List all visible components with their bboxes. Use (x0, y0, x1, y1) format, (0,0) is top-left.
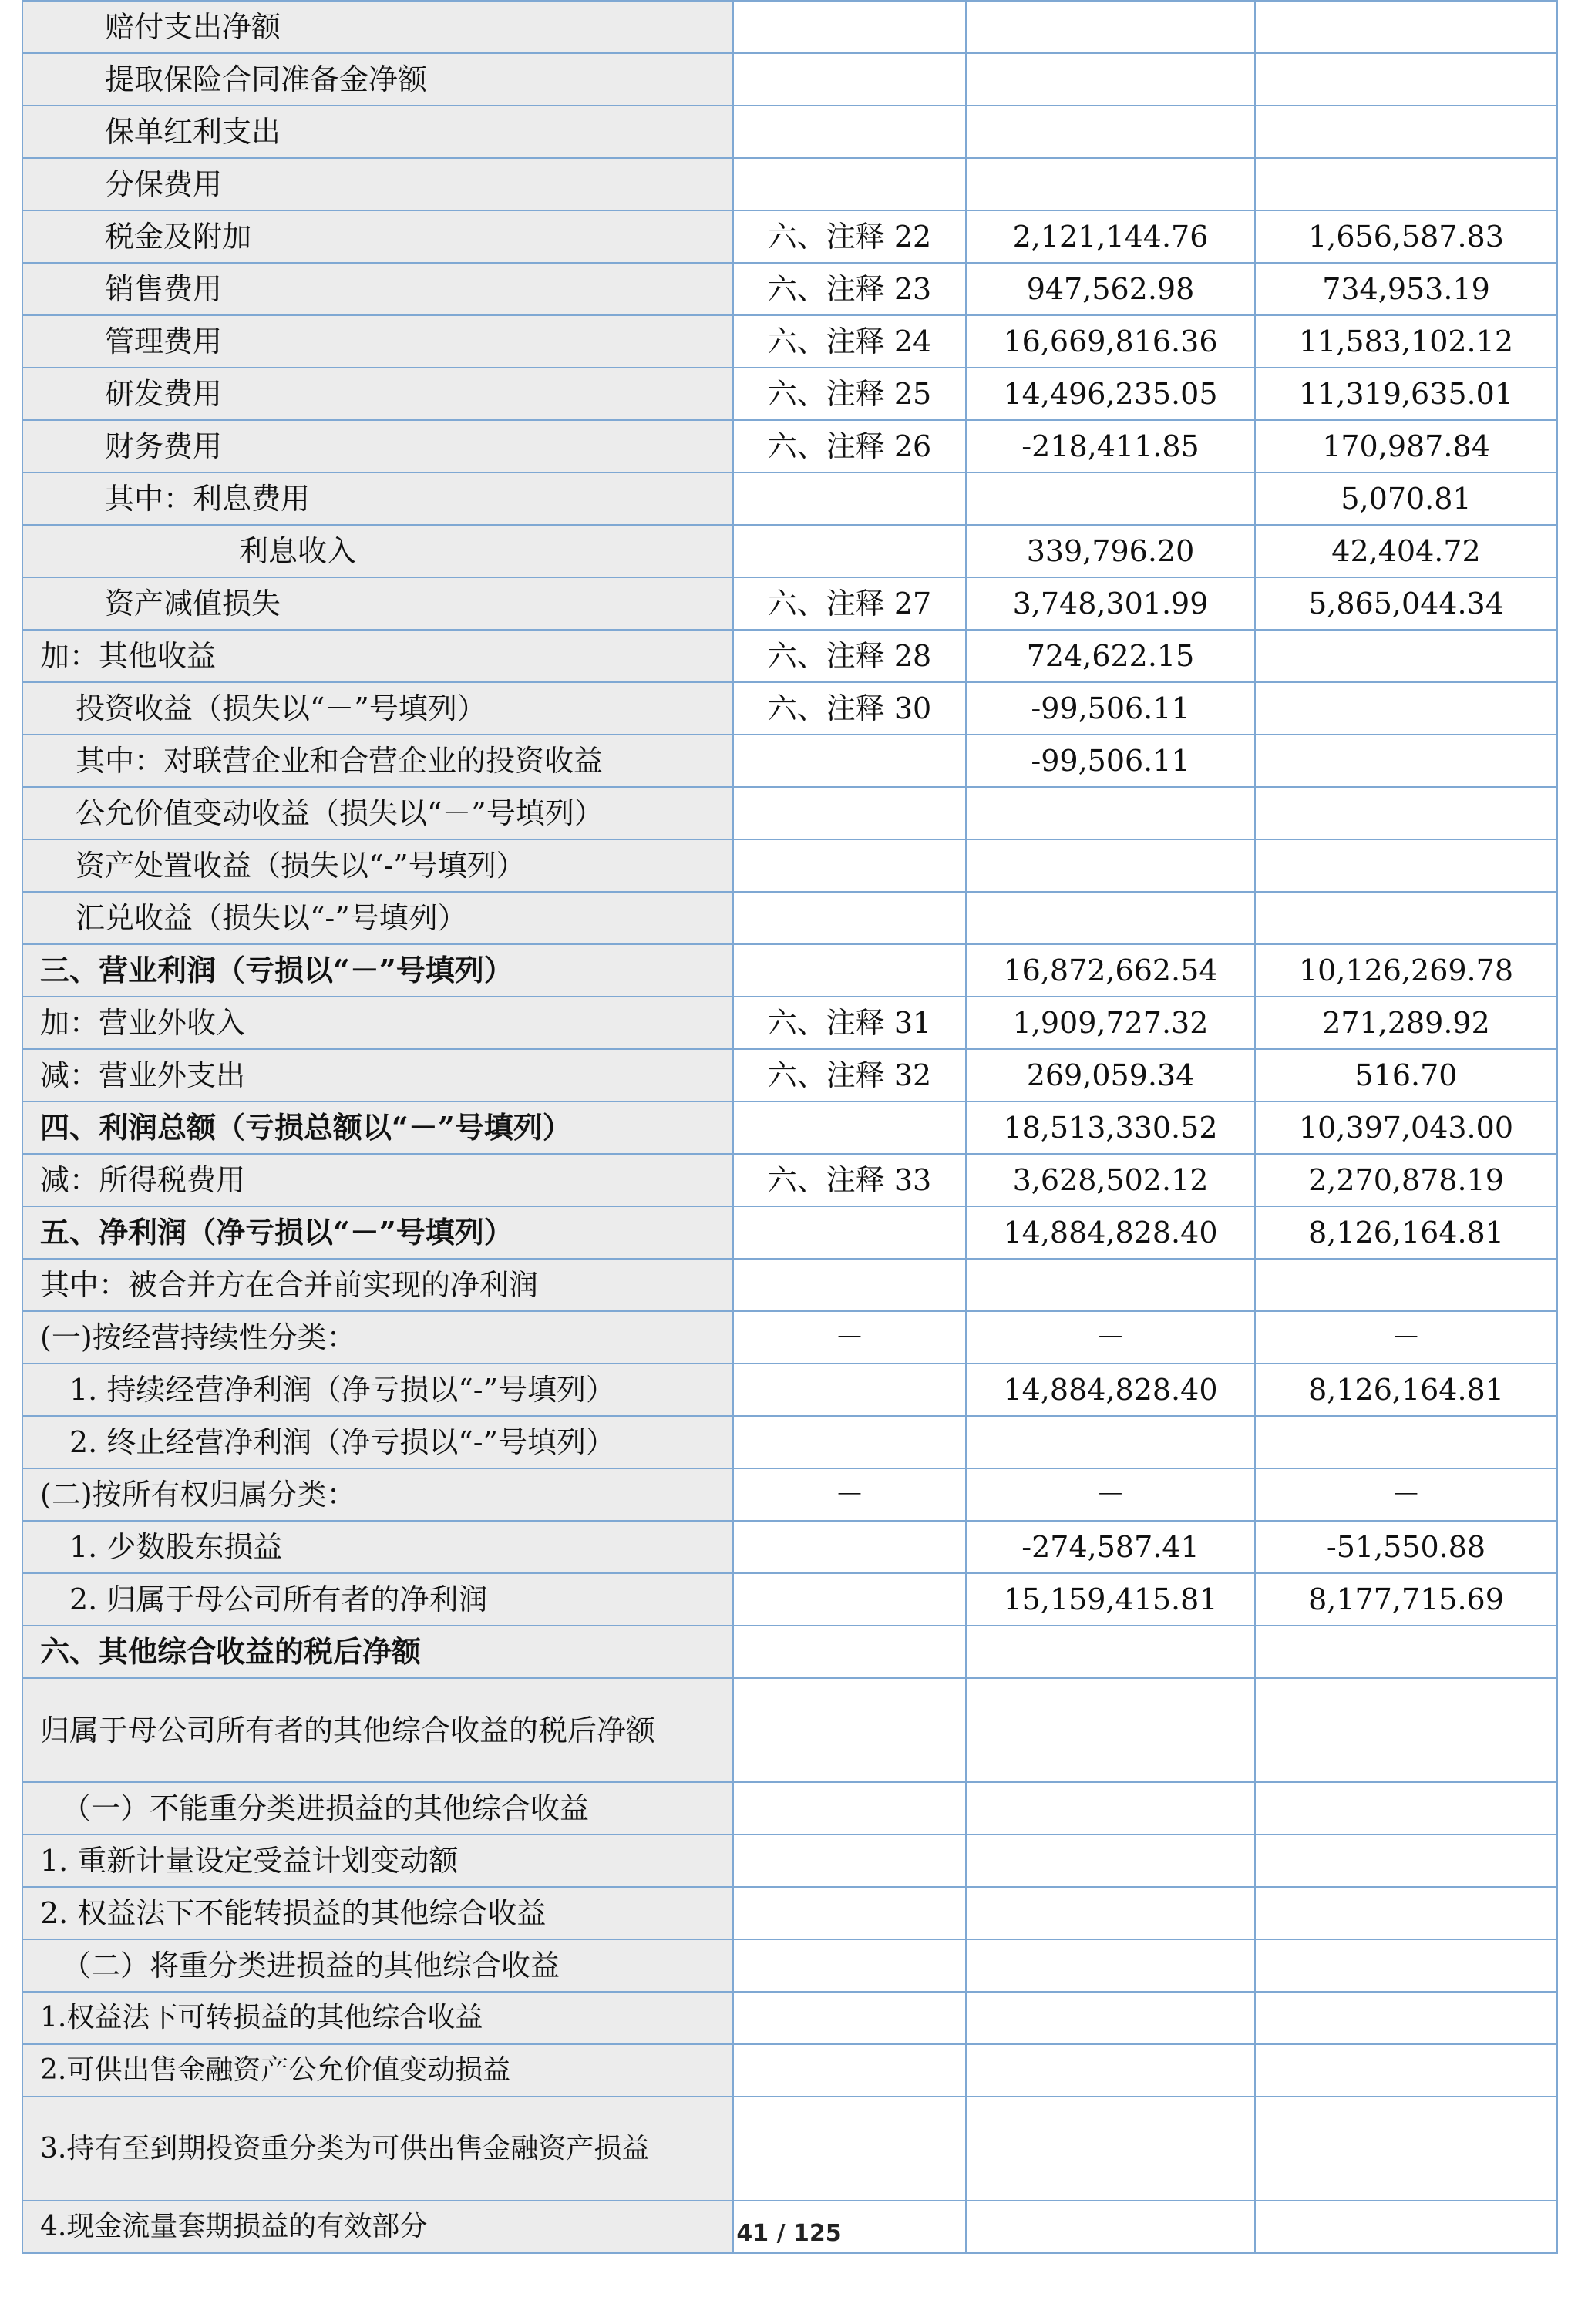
row-current-amount (966, 787, 1255, 839)
row-current-amount (966, 1049, 1255, 1101)
table-row (22, 1835, 1557, 1887)
row-note-text: 六、注释 23 (767, 272, 932, 306)
table-row (22, 1992, 1557, 2044)
row-label (22, 839, 733, 892)
row-prior-amount (1255, 1626, 1557, 1678)
table-row (22, 1311, 1557, 1364)
row-label-text: 汇兑收益（损失以“-”号填列） (76, 901, 467, 935)
row-label-text: 1. 持续经营净利润（净亏损以“-”号填列） (69, 1373, 616, 1407)
table-row (22, 787, 1557, 839)
row-note-text: 六、注释 22 (767, 220, 932, 254)
row-prior-amount (1255, 1416, 1557, 1468)
row-prior-amount-text: 10,126,269.78 (1298, 953, 1513, 987)
row-current-amount (966, 473, 1255, 525)
row-note (733, 1259, 966, 1311)
row-prior-amount (1255, 1835, 1557, 1887)
row-prior-amount-text: 11,319,635.01 (1298, 377, 1513, 411)
row-note (733, 263, 966, 315)
row-label (22, 1782, 733, 1835)
row-current-amount (966, 735, 1255, 787)
row-prior-amount-text: 734,953.19 (1322, 272, 1490, 306)
row-label-text: 2.可供出售金融资产公允价值变动损益 (40, 2054, 511, 2086)
row-current-amount (966, 106, 1255, 158)
row-current-amount (966, 1, 1255, 53)
row-note (733, 158, 966, 210)
row-current-amount (966, 892, 1255, 944)
row-current-amount-text: 724,622.15 (1026, 639, 1195, 673)
row-note (733, 1782, 966, 1835)
row-prior-amount (1255, 1939, 1557, 1992)
row-current-amount-text: -218,411.85 (1021, 429, 1199, 463)
row-note-text: － (834, 1478, 864, 1512)
row-prior-amount-text: 1,656,587.83 (1308, 220, 1504, 254)
row-label (22, 1259, 733, 1311)
row-note (733, 1992, 966, 2044)
row-note-text: 六、注释 28 (767, 639, 932, 673)
row-label (22, 1049, 733, 1101)
row-current-amount (966, 1154, 1255, 1206)
row-current-amount (966, 525, 1255, 577)
row-current-amount-text: -99,506.11 (1031, 744, 1190, 778)
row-current-amount (966, 1259, 1255, 1311)
table-row (22, 839, 1557, 892)
table-row (22, 1206, 1557, 1259)
row-label-text: 销售费用 (105, 272, 223, 306)
row-current-amount (966, 210, 1255, 263)
row-note (733, 1049, 966, 1101)
row-current-amount-text: 2,121,144.76 (1012, 220, 1209, 254)
row-prior-amount (1255, 473, 1557, 525)
row-current-amount (966, 1573, 1255, 1626)
row-prior-amount (1255, 525, 1557, 577)
row-prior-amount-text: 5,070.81 (1341, 482, 1472, 516)
row-current-amount-text: 3,628,502.12 (1012, 1163, 1209, 1197)
row-note (733, 2097, 966, 2201)
row-prior-amount (1255, 577, 1557, 630)
table-row (22, 368, 1557, 420)
row-note (733, 997, 966, 1049)
row-note (733, 420, 966, 473)
row-label-text: (一)按经营持续性分类： (40, 1320, 356, 1354)
row-label (22, 1, 733, 53)
table-row (22, 1939, 1557, 1992)
row-current-amount-text: 14,884,828.40 (1003, 1373, 1218, 1407)
row-label-text: 减：所得税费用 (40, 1163, 246, 1197)
row-current-amount-text: 269,059.34 (1026, 1058, 1195, 1092)
row-label-text: 减：营业外支出 (40, 1058, 246, 1092)
row-prior-amount (1255, 735, 1557, 787)
row-prior-amount (1255, 420, 1557, 473)
table-row (22, 892, 1557, 944)
row-note (733, 630, 966, 682)
row-prior-amount-text: － (1391, 1478, 1421, 1512)
row-label (22, 1364, 733, 1416)
row-note (733, 106, 966, 158)
income-statement-body (22, 1, 1557, 2253)
row-prior-amount (1255, 2097, 1557, 2201)
row-current-amount (966, 577, 1255, 630)
row-prior-amount (1255, 1992, 1557, 2044)
row-label (22, 53, 733, 106)
row-label-text: 4.现金流量套期损益的有效部分 (40, 2211, 428, 2242)
row-note (733, 1311, 966, 1364)
row-prior-amount (1255, 1206, 1557, 1259)
table-row (22, 944, 1557, 997)
row-current-amount (966, 1521, 1255, 1573)
row-label-text: 1. 重新计量设定受益计划变动额 (40, 1844, 459, 1878)
row-label-text: 利息收入 (239, 534, 357, 568)
row-label (22, 1416, 733, 1468)
table-row (22, 1101, 1557, 1154)
row-label-text: 2. 权益法下不能转损益的其他综合收益 (40, 1896, 547, 1930)
row-current-amount (966, 1678, 1255, 1782)
row-current-amount (966, 263, 1255, 315)
row-label (22, 525, 733, 577)
row-label (22, 787, 733, 839)
row-note (733, 1101, 966, 1154)
table-row (22, 735, 1557, 787)
row-label-text: 赔付支出净额 (105, 10, 281, 44)
row-label (22, 1101, 733, 1154)
row-current-amount (966, 1468, 1255, 1521)
row-label-text: 提取保险合同准备金净额 (105, 62, 428, 96)
row-note-text: 六、注释 32 (767, 1058, 932, 1092)
row-prior-amount (1255, 839, 1557, 892)
table-row (22, 1416, 1557, 1468)
row-current-amount-text: 15,159,415.81 (1003, 1582, 1218, 1616)
row-prior-amount-text: － (1391, 1320, 1421, 1354)
row-label (22, 473, 733, 525)
row-label-text: 加：其他收益 (40, 639, 217, 673)
row-current-amount-text: 1,909,727.32 (1012, 1006, 1209, 1040)
row-prior-amount (1255, 892, 1557, 944)
row-label-text: 其中：利息费用 (105, 482, 311, 516)
table-row (22, 525, 1557, 577)
table-row (22, 1259, 1557, 1311)
row-label (22, 2044, 733, 2097)
row-note-text: 六、注释 26 (767, 429, 932, 463)
row-prior-amount-text: 516.70 (1354, 1058, 1458, 1092)
row-note-text: 六、注释 30 (767, 691, 932, 725)
row-label-text: 2. 归属于母公司所有者的净利润 (69, 1582, 488, 1616)
row-label (22, 158, 733, 210)
row-current-amount (966, 420, 1255, 473)
row-label-text: 五、净利润（净亏损以“－”号填列） (40, 1215, 513, 1249)
row-note (733, 1206, 966, 1259)
table-row (22, 315, 1557, 368)
row-current-amount (966, 1992, 1255, 2044)
row-label-text: 投资收益（损失以“－”号填列） (76, 691, 486, 725)
table-row (22, 682, 1557, 735)
table-row (22, 1154, 1557, 1206)
row-label (22, 1939, 733, 1992)
row-note-text: 六、注释 33 (767, 1163, 932, 1197)
row-label (22, 1311, 733, 1364)
table-row (22, 997, 1557, 1049)
row-label (22, 368, 733, 420)
row-prior-amount-text: -51,550.88 (1326, 1530, 1486, 1564)
row-note (733, 1468, 966, 1521)
row-note (733, 1416, 966, 1468)
row-note (733, 368, 966, 420)
row-prior-amount-text: 170,987.84 (1322, 429, 1490, 463)
row-current-amount (966, 1206, 1255, 1259)
row-label (22, 682, 733, 735)
row-note (733, 1521, 966, 1573)
row-label (22, 210, 733, 263)
row-prior-amount-text: 10,397,043.00 (1298, 1111, 1513, 1145)
table-row (22, 630, 1557, 682)
row-note (733, 1626, 966, 1678)
row-prior-amount (1255, 368, 1557, 420)
row-current-amount (966, 1626, 1255, 1678)
row-label (22, 892, 733, 944)
row-label-text: 其中：被合并方在合并前实现的净利润 (40, 1268, 539, 1302)
row-current-amount (966, 944, 1255, 997)
row-label-text: 3.持有至到期投资重分类为可供出售金融资产损益 (40, 2132, 650, 2164)
row-current-amount (966, 997, 1255, 1049)
row-label-text: (二)按所有权归属分类： (40, 1478, 356, 1512)
table-row (22, 2097, 1557, 2201)
row-note (733, 1887, 966, 1939)
row-prior-amount-text: 8,126,164.81 (1308, 1373, 1504, 1407)
row-prior-amount (1255, 944, 1557, 997)
row-current-amount-text: － (1095, 1320, 1125, 1354)
row-label (22, 997, 733, 1049)
table-row (22, 158, 1557, 210)
row-current-amount (966, 368, 1255, 420)
row-prior-amount (1255, 1364, 1557, 1416)
row-label (22, 944, 733, 997)
row-note (733, 787, 966, 839)
row-note (733, 1154, 966, 1206)
row-label (22, 1468, 733, 1521)
row-current-amount-text: 16,872,662.54 (1003, 953, 1218, 987)
row-label-text: 财务费用 (105, 429, 223, 463)
row-label-text: 1.权益法下可转损益的其他综合收益 (40, 2002, 483, 2033)
table-row (22, 1573, 1557, 1626)
row-current-amount (966, 1887, 1255, 1939)
row-current-amount-text: 16,669,816.36 (1003, 325, 1218, 358)
row-prior-amount (1255, 106, 1557, 158)
row-prior-amount (1255, 158, 1557, 210)
row-prior-amount (1255, 1154, 1557, 1206)
row-current-amount-text: 339,796.20 (1026, 534, 1195, 568)
row-note (733, 839, 966, 892)
row-label (22, 1206, 733, 1259)
row-prior-amount (1255, 1101, 1557, 1154)
row-current-amount-text: -99,506.11 (1031, 691, 1190, 725)
row-note (733, 2044, 966, 2097)
row-label-text: 资产减值损失 (105, 587, 281, 621)
row-label (22, 630, 733, 682)
row-label-text: 2. 终止经营净利润（净亏损以“-”号填列） (69, 1425, 616, 1459)
row-label (22, 1626, 733, 1678)
row-note (733, 53, 966, 106)
row-note (733, 892, 966, 944)
row-current-amount-text: 14,496,235.05 (1003, 377, 1218, 411)
row-label (22, 1154, 733, 1206)
row-prior-amount-text: 42,404.72 (1331, 534, 1481, 568)
row-prior-amount-text: 8,126,164.81 (1308, 1216, 1504, 1249)
row-prior-amount (1255, 1678, 1557, 1782)
row-current-amount (966, 682, 1255, 735)
row-prior-amount (1255, 1887, 1557, 1939)
row-prior-amount (1255, 210, 1557, 263)
table-row (22, 1468, 1557, 1521)
row-current-amount-text: 18,513,330.52 (1003, 1111, 1218, 1145)
table-row (22, 2044, 1557, 2097)
row-label-text: 公允价值变动收益（损失以“－”号填列） (76, 796, 604, 830)
row-label (22, 2097, 733, 2201)
row-label-text: 资产处置收益（损失以“-”号填列） (76, 849, 526, 883)
row-current-amount (966, 1364, 1255, 1416)
row-label-text: 加：营业外收入 (40, 1006, 246, 1040)
row-label (22, 1678, 733, 1782)
row-label (22, 1521, 733, 1573)
row-note (733, 1939, 966, 1992)
table-row (22, 106, 1557, 158)
row-current-amount (966, 1311, 1255, 1364)
row-note (733, 525, 966, 577)
table-row (22, 420, 1557, 473)
row-current-amount (966, 2044, 1255, 2097)
row-prior-amount (1255, 1782, 1557, 1835)
row-note-text: 六、注释 27 (767, 587, 932, 621)
row-note (733, 473, 966, 525)
row-note (733, 1573, 966, 1626)
row-label (22, 1887, 733, 1939)
row-note-text: － (834, 1320, 864, 1354)
row-current-amount (966, 1101, 1255, 1154)
row-label-text: 四、利润总额（亏损总额以“－”号填列） (40, 1110, 572, 1145)
table-row (22, 263, 1557, 315)
row-prior-amount (1255, 263, 1557, 315)
row-prior-amount (1255, 1, 1557, 53)
row-label-text: 税金及附加 (105, 220, 252, 254)
row-note (733, 1835, 966, 1887)
row-note (733, 735, 966, 787)
row-note (733, 210, 966, 263)
row-label-text: 管理费用 (105, 325, 223, 358)
row-current-amount-text: 947,562.98 (1026, 272, 1195, 306)
row-current-amount (966, 315, 1255, 368)
row-note-text: 六、注释 31 (767, 1006, 932, 1040)
row-prior-amount-text: 5,865,044.34 (1308, 587, 1504, 621)
row-current-amount (966, 53, 1255, 106)
row-prior-amount (1255, 630, 1557, 682)
row-label (22, 1992, 733, 2044)
row-prior-amount (1255, 315, 1557, 368)
table-row (22, 1782, 1557, 1835)
table-row (22, 53, 1557, 106)
row-label (22, 420, 733, 473)
table-row (22, 1049, 1557, 1101)
row-current-amount-text: － (1095, 1478, 1125, 1512)
row-prior-amount (1255, 682, 1557, 735)
row-prior-amount-text: 2,270,878.19 (1308, 1163, 1504, 1197)
income-statement-table (22, 0, 1558, 2254)
row-label (22, 735, 733, 787)
row-label-text: 六、其他综合收益的税后净额 (40, 1634, 422, 1669)
row-prior-amount (1255, 1311, 1557, 1364)
row-label (22, 1835, 733, 1887)
row-note (733, 1678, 966, 1782)
row-current-amount (966, 1416, 1255, 1468)
row-label-text: 归属于母公司所有者的其他综合收益的税后净额 (40, 1713, 656, 1747)
row-note (733, 577, 966, 630)
row-note-text: 六、注释 25 (767, 377, 932, 411)
row-prior-amount (1255, 1468, 1557, 1521)
row-prior-amount (1255, 997, 1557, 1049)
row-prior-amount (1255, 1521, 1557, 1573)
row-current-amount (966, 1939, 1255, 1992)
row-prior-amount (1255, 1573, 1557, 1626)
row-current-amount (966, 2097, 1255, 2201)
row-prior-amount-text: 8,177,715.69 (1308, 1582, 1504, 1616)
row-current-amount (966, 1835, 1255, 1887)
row-label-text: 分保费用 (105, 167, 223, 201)
table-row (22, 1, 1557, 53)
row-current-amount (966, 630, 1255, 682)
row-note (733, 944, 966, 997)
row-note-text: 六、注释 24 (767, 325, 932, 358)
row-prior-amount (1255, 53, 1557, 106)
row-current-amount-text: 3,748,301.99 (1012, 587, 1209, 621)
row-label (22, 106, 733, 158)
row-label (22, 1573, 733, 1626)
row-current-amount (966, 1782, 1255, 1835)
row-prior-amount (1255, 787, 1557, 839)
row-current-amount (966, 839, 1255, 892)
table-row (22, 210, 1557, 263)
row-current-amount (966, 158, 1255, 210)
row-note (733, 1, 966, 53)
page-number: 41 / 125 (736, 2220, 842, 2247)
row-prior-amount (1255, 1049, 1557, 1101)
row-label-text: 三、营业利润（亏损以“－”号填列） (40, 953, 513, 987)
row-prior-amount (1255, 2044, 1557, 2097)
table-row (22, 1521, 1557, 1573)
row-label-text: 1. 少数股东损益 (69, 1530, 283, 1564)
table-row (22, 1364, 1557, 1416)
row-label-text: （二）将重分类进损益的其他综合收益 (62, 1949, 560, 1983)
row-prior-amount-text: 271,289.92 (1322, 1006, 1490, 1040)
table-row (22, 1626, 1557, 1678)
row-label-text: 研发费用 (105, 377, 223, 411)
table-row (22, 1887, 1557, 1939)
row-note (733, 1364, 966, 1416)
row-prior-amount (1255, 1259, 1557, 1311)
table-row (22, 473, 1557, 525)
table-row (22, 577, 1557, 630)
row-note (733, 315, 966, 368)
row-note (733, 682, 966, 735)
row-prior-amount-text: 11,583,102.12 (1298, 325, 1513, 358)
row-label (22, 315, 733, 368)
row-label-text: （一）不能重分类进损益的其他综合收益 (62, 1791, 590, 1825)
row-label-text: 其中：对联营企业和合营企业的投资收益 (76, 744, 604, 778)
row-label-text: 保单红利支出 (105, 115, 281, 149)
row-label (22, 263, 733, 315)
row-current-amount-text: 14,884,828.40 (1003, 1216, 1218, 1249)
table-row (22, 1678, 1557, 1782)
row-label (22, 577, 733, 630)
row-current-amount-text: -274,587.41 (1021, 1530, 1199, 1564)
